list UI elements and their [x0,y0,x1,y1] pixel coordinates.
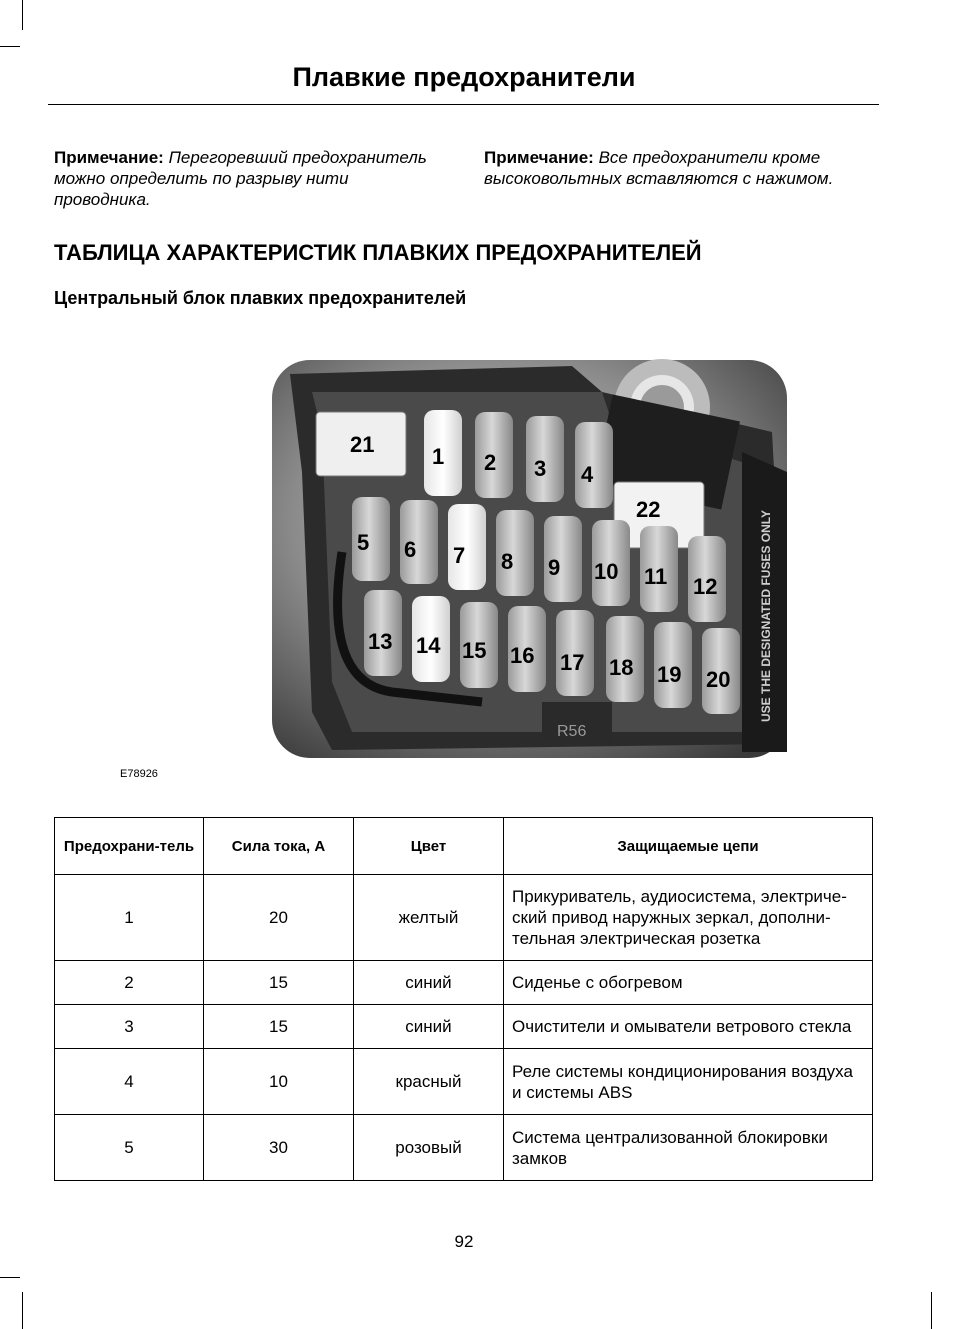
fuse-label: 2 [484,450,497,475]
crop-mark [931,1292,932,1329]
column-header: Защищаемые цепи [504,818,873,875]
table-row [55,961,873,1005]
fuse-number: 5 [55,1115,204,1181]
fuse-label: 5 [357,530,370,555]
note-label: Примечание: [484,148,594,167]
fuse-label: 13 [368,629,393,654]
fuse-table [54,817,873,1181]
table-header-row [55,818,873,875]
note-left [54,147,434,210]
column-header: Сила тока, A [204,818,354,875]
table-row [55,875,873,961]
fuse-label: 17 [560,650,585,675]
page-number: 92 [454,1232,474,1251]
fuse-circuits: Реле системы кондиционирования воздуха и системы ABS [504,1049,873,1115]
fuse-label: 16 [510,643,535,668]
fuse-amps: 30 [204,1115,354,1181]
fuse-number: 2 [55,961,204,1005]
note-text: Все предохранители кроме высоковольтных вставляются с нажимом. [484,148,834,188]
fuse-circuits: Сиденье с обогревом [504,961,873,1005]
crop-mark [0,46,20,47]
note-label: Примечание: [54,148,164,167]
fuse-circuits: Система централизованной блокировки замков [504,1115,873,1181]
fuse-label: 4 [581,462,594,487]
crop-mark [0,1277,20,1278]
fuse-label: 11 [644,564,668,589]
fuse-label: 8 [501,549,514,574]
column-header: Предохрани-тель [55,818,204,875]
fuse-amps: 15 [204,961,354,1005]
fuse-label: 7 [453,543,466,568]
fuse-label: 9 [548,555,561,580]
fuse-color: желтый [354,875,504,961]
fuse-amps: 10 [204,1049,354,1115]
fuse-label: 10 [594,559,619,584]
table-row [55,1005,873,1049]
note-right [484,147,884,189]
fuse-label: 21 [350,432,375,457]
table-row [55,1049,873,1115]
fuse-number: 3 [55,1005,204,1049]
fuse-number: 1 [55,875,204,961]
fuse-color: красный [354,1049,504,1115]
fuse-number: 4 [55,1049,204,1115]
fuse-amps: 15 [204,1005,354,1049]
fuse-box-cover-text: USE THE DESIGNATED FUSES ONLY [759,509,773,722]
section-heading: ТАБЛИЦА ХАРАКТЕРИСТИК ПЛАВКИХ ПРЕДОХРАНИТЕЛЕЙ [54,240,702,265]
fuse-amps: 20 [204,875,354,961]
fuse-color: розовый [354,1115,504,1181]
fuse-label: 14 [416,633,441,658]
fuse-label: 19 [657,662,682,687]
fuse-label: 1 [432,444,445,469]
fuse-box-stamp: R56 [557,723,587,740]
fuse-circuits: Прикуриватель, аудиосистема, электриче-ский привод наружных зеркал, дополни-тельная электрическая розетка [504,875,873,961]
fuse-label: 22 [636,497,661,522]
column-header: Цвет [354,818,504,875]
fuse-label: 18 [609,655,634,680]
crop-mark [22,1292,23,1329]
crop-mark [22,0,23,30]
fuse-color: синий [354,1005,504,1049]
fuse-box-figure [272,352,792,760]
fuse-circuits: Очистители и омыватели ветрового стекла [504,1005,873,1049]
table-row [55,1115,873,1181]
fuse-label: 20 [706,667,731,692]
sub-heading: Центральный блок плавких предохранителей [54,288,467,308]
title-divider [48,104,879,105]
fuse-color: синий [354,961,504,1005]
figure-reference: E78926 [120,768,158,780]
note-text: Перегоревший предохранитель можно определить по разрыву нити проводника. [54,148,427,209]
fuse-label: 15 [462,638,487,663]
fuse-label: 12 [693,574,718,599]
fuse-label: 3 [534,456,547,481]
page-title: Плавкие предохранители [292,62,636,92]
fuse-label: 6 [404,537,417,562]
